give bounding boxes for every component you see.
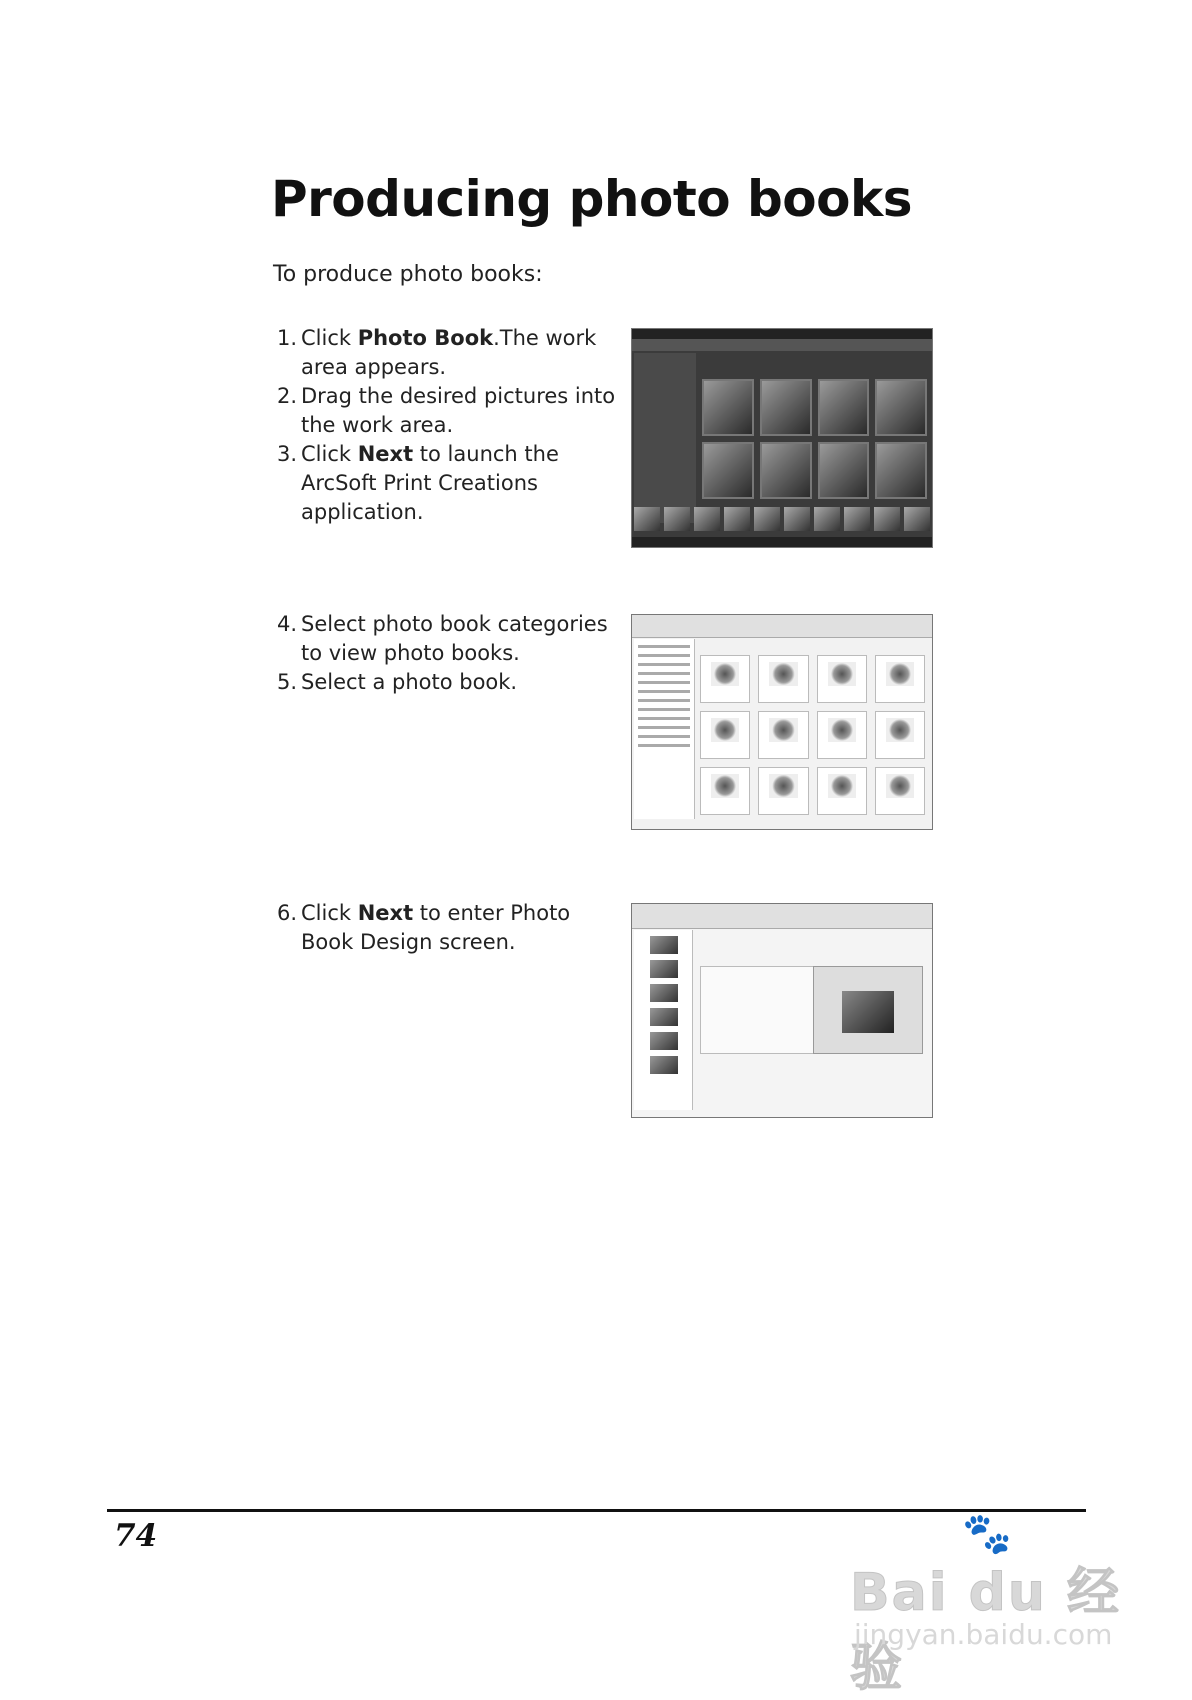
intro-text: To produce photo books: [273, 262, 543, 287]
footer-bar [632, 537, 932, 547]
step-text: Click [301, 442, 358, 466]
step-number: 5. [277, 670, 298, 694]
page-number: 74 [114, 1518, 158, 1554]
photo-strip [634, 507, 930, 531]
step-item [277, 440, 617, 527]
step-number: 2. [277, 384, 298, 408]
steps-group-3 [277, 899, 617, 957]
toolbar [632, 339, 932, 351]
step-text: Click [301, 901, 358, 925]
screenshot-media-library [631, 328, 933, 548]
step-text: to launch the ArcSoft Print Creations application. [301, 442, 559, 524]
step-item [277, 324, 617, 382]
book-page-right [813, 966, 923, 1054]
step-item [277, 899, 617, 957]
step-number: 6. [277, 901, 298, 925]
watermark-brand: Bai du 经验 [850, 1563, 1121, 1698]
step-bold: Next [357, 901, 414, 925]
step-bold: Next [357, 442, 414, 466]
step-text: Select photo book categories to view photo books. [301, 612, 608, 665]
title-bar [632, 329, 932, 339]
step-item [277, 610, 617, 668]
step-text: Select a photo book. [301, 670, 518, 694]
page-title: Producing photo books [271, 170, 913, 228]
photo-book-grid [700, 655, 925, 815]
step-bold: Photo Book [357, 326, 494, 350]
steps-group-1 [277, 324, 617, 527]
title-bar [632, 615, 932, 638]
step-number: 4. [277, 612, 298, 636]
step-text: Click [301, 326, 358, 350]
screenshot-select-photo-book [631, 614, 933, 830]
steps-group-2 [277, 610, 617, 697]
photo-list [634, 930, 693, 1110]
thumbnail-grid [702, 379, 927, 499]
title-bar [632, 904, 932, 929]
step-number: 3. [277, 442, 298, 466]
step-text: Drag the desired pictures into the work area. [301, 384, 616, 437]
watermark-url: jingyan.baidu.com [854, 1618, 1113, 1651]
screenshot-design-screen [631, 903, 933, 1118]
book-page-left [700, 966, 814, 1054]
step-item [277, 382, 617, 440]
step-text: to enter Photo Book Design screen. [301, 901, 571, 954]
category-tree [634, 639, 695, 819]
watermark [850, 1510, 1130, 1698]
step-item [277, 668, 617, 697]
sidebar [634, 353, 696, 523]
step-number: 1. [277, 326, 298, 350]
paw-icon: 🐾 [962, 1511, 1012, 1557]
step-text: .The work area appears. [301, 326, 597, 379]
